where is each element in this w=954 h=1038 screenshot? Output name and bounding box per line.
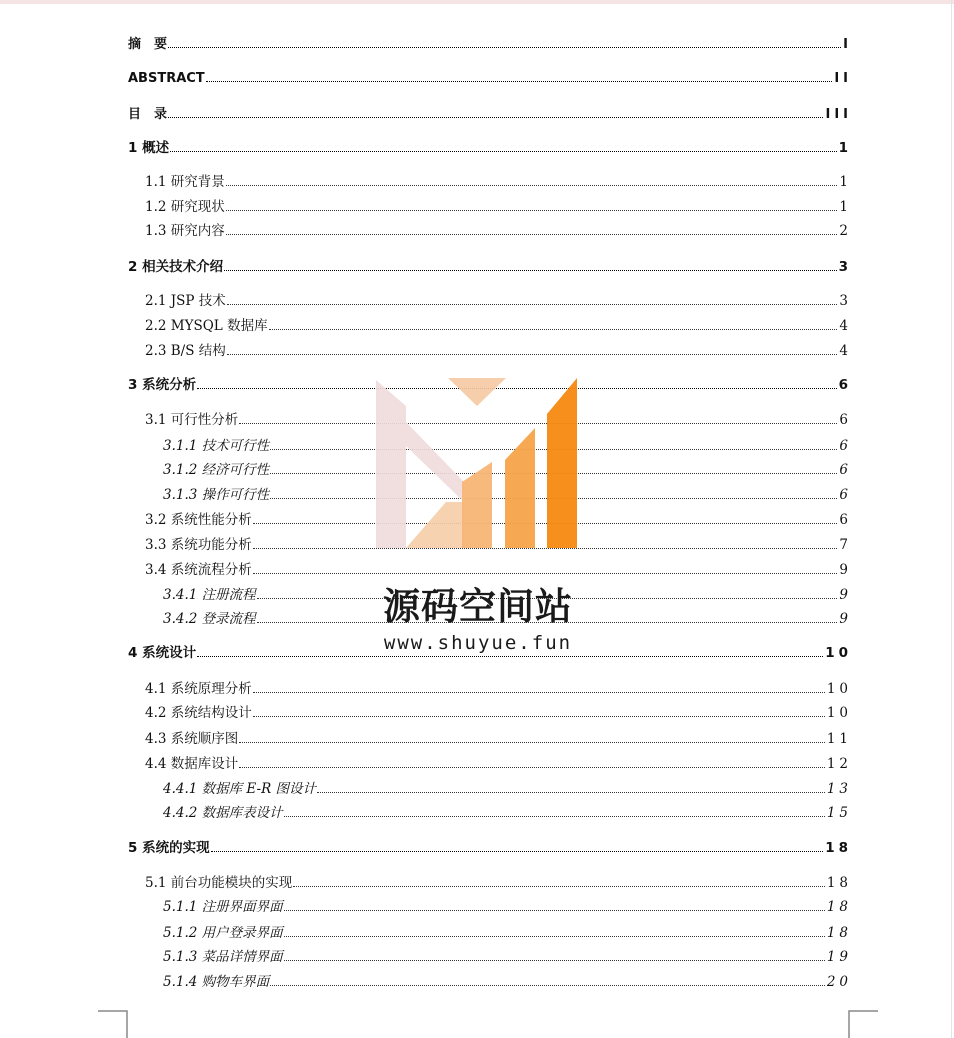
toc-entry[interactable] <box>145 531 852 553</box>
toc-page-number: 18 <box>826 899 852 915</box>
toc-entry[interactable] <box>145 217 852 239</box>
toc-entry-title: 3.1.3 操作可行性 <box>163 487 270 503</box>
toc-entry[interactable] <box>128 64 852 86</box>
watermark-url: www.shuyue.fun <box>383 632 573 654</box>
toc-entry-title: 5.1 前台功能模块的实现 <box>145 875 293 891</box>
toc-dot-leader <box>270 472 837 474</box>
toc-dot-leader <box>211 850 824 852</box>
toc-page-number: 10 <box>826 705 852 721</box>
toc-dot-leader <box>284 815 825 817</box>
toc-entry-title: 1.2 研究现状 <box>145 199 225 215</box>
toc-page-number: 7 <box>839 537 852 553</box>
toc-page-number: 6 <box>839 512 852 528</box>
toc-entry-title: 2.2 MYSQL 数据库 <box>145 318 268 334</box>
toc-entry-title: 3.1 可行性分析 <box>145 412 239 428</box>
toc-entry[interactable] <box>128 134 852 156</box>
margin-corner-mark-right <box>848 1010 878 1038</box>
toc-page-number: 6 <box>839 462 852 478</box>
toc-dot-leader <box>224 269 837 271</box>
toc-entry-title: 3.2 系统性能分析 <box>145 512 252 528</box>
toc-entry[interactable] <box>145 193 852 215</box>
toc-entry-title: 4.3 系统顺序图 <box>145 731 239 747</box>
toc-entry[interactable] <box>128 371 852 393</box>
toc-page-number: 6 <box>839 412 852 428</box>
toc-dot-leader <box>284 935 825 937</box>
toc-entry[interactable] <box>128 100 852 122</box>
toc-entry[interactable] <box>163 775 852 797</box>
toc-page-number: 4 <box>839 343 852 359</box>
toc-entry-title: 1.1 研究背景 <box>145 174 225 190</box>
toc-entry[interactable] <box>145 750 852 772</box>
toc-page-number: 20 <box>826 974 852 990</box>
toc-page-number: 11 <box>826 731 852 747</box>
watermark-title: 源码空间站 <box>383 585 573 628</box>
toc-page-number: 6 <box>839 438 852 454</box>
toc-entry[interactable] <box>145 869 852 891</box>
toc-entry-title: 5.1.4 购物车界面 <box>163 974 270 990</box>
toc-entry[interactable] <box>128 253 852 275</box>
toc-entry[interactable] <box>145 556 852 578</box>
toc-entry-title: 4.1 系统原理分析 <box>145 681 252 697</box>
toc-dot-leader <box>270 984 825 986</box>
toc-entry-title: 4.2 系统结构设计 <box>145 705 252 721</box>
toc-entry[interactable] <box>163 919 852 941</box>
toc-entry-title: 2 相关技术介绍 <box>128 259 224 275</box>
toc-page-number: 18 <box>825 840 852 856</box>
toc-entry[interactable] <box>163 481 852 503</box>
toc-entry[interactable] <box>145 725 852 747</box>
toc-dot-leader <box>284 959 825 961</box>
toc-entry-title: 摘 要 <box>128 37 168 52</box>
toc-entry[interactable] <box>163 968 852 990</box>
toc-dot-leader <box>253 522 838 524</box>
toc-entry-title: 2.1 JSP 技术 <box>145 293 226 309</box>
toc-entry-title: 3.1.1 技术可行性 <box>163 438 270 454</box>
toc-page-number: 4 <box>839 318 852 334</box>
toc-dot-leader <box>253 547 838 549</box>
toc-dot-leader <box>270 497 837 499</box>
toc-entry[interactable] <box>145 675 852 697</box>
toc-dot-leader <box>269 328 838 330</box>
toc-dot-leader <box>239 422 837 424</box>
toc-entry-title: 3 系统分析 <box>128 377 197 393</box>
toc-entry[interactable] <box>145 168 852 190</box>
margin-corner-mark-left <box>98 1010 128 1038</box>
toc-dot-leader <box>317 791 825 793</box>
toc-dot-leader <box>197 387 837 389</box>
toc-entry-title: 5 系统的实现 <box>128 840 210 856</box>
toc-page-number: 9 <box>839 562 852 578</box>
toc-page-number: 10 <box>825 645 852 661</box>
toc-entry[interactable] <box>163 432 852 454</box>
toc-entry[interactable] <box>163 943 852 965</box>
toc-dot-leader <box>253 691 825 693</box>
toc-page-number: 2 <box>839 223 852 239</box>
toc-entry-title: 1 概述 <box>128 140 170 156</box>
toc-entry[interactable] <box>145 312 852 334</box>
toc-dot-leader <box>206 80 833 82</box>
toc-entry-title: 3.4 系统流程分析 <box>145 562 252 578</box>
toc-entry-title: 1.3 研究内容 <box>145 223 225 239</box>
toc-entry[interactable] <box>163 799 852 821</box>
toc-dot-leader <box>226 184 838 186</box>
toc-dot-leader <box>197 655 823 657</box>
toc-entry[interactable] <box>128 30 852 52</box>
toc-page-number: 6 <box>838 377 852 393</box>
toc-entry-title: 5.1.1 注册界面界面 <box>163 899 283 915</box>
toc-entry-title: 2.3 B/S 结构 <box>145 343 226 359</box>
toc-page-number: 3 <box>838 259 852 275</box>
toc-dot-leader <box>168 46 841 48</box>
toc-entry-title: ABSTRACT <box>128 71 205 86</box>
toc-page-number: 15 <box>826 805 852 821</box>
toc-entry[interactable] <box>145 287 852 309</box>
toc-page-number: II <box>834 71 852 86</box>
toc-page-number: I <box>843 37 852 52</box>
toc-entry-title: 5.1.3 菜品详情界面 <box>163 949 283 965</box>
toc-page-number: 10 <box>826 681 852 697</box>
toc-page-number: 12 <box>826 756 852 772</box>
toc-page-number: 18 <box>826 875 852 891</box>
toc-entry[interactable] <box>145 406 852 428</box>
toc-page-number: III <box>825 107 852 122</box>
toc-dot-leader <box>168 116 823 118</box>
toc-entry[interactable] <box>128 834 852 856</box>
toc-dot-leader <box>170 150 837 152</box>
toc-page-number: 6 <box>839 487 852 503</box>
toc-page-number: 1 <box>839 199 852 215</box>
toc-page-number: 3 <box>839 293 852 309</box>
toc-dot-leader <box>226 233 838 235</box>
toc-entry-title: 3.1.2 经济可行性 <box>163 462 270 478</box>
toc-entry-title: 目 录 <box>128 107 168 122</box>
toc-page-number: 1 <box>838 140 852 156</box>
toc-dot-leader <box>227 303 838 305</box>
toc-dot-leader <box>227 353 838 355</box>
toc-entry-title: 4.4.2 数据库表设计 <box>163 805 283 821</box>
toc-entry[interactable] <box>163 893 852 915</box>
toc-dot-leader <box>239 766 825 768</box>
toc-page-number: 19 <box>826 949 852 965</box>
toc-dot-leader <box>226 209 838 211</box>
toc-entry[interactable] <box>163 456 852 478</box>
toc-dot-leader <box>239 741 825 743</box>
toc-page-number: 13 <box>826 781 852 797</box>
toc-page-number: 9 <box>839 587 852 603</box>
toc-entry-title: 4.4.1 数据库 E-R 图设计 <box>163 781 317 797</box>
toc-dot-leader <box>284 909 825 911</box>
toc-entry-title: 3.4.2 登录流程 <box>163 611 256 627</box>
toc-dot-leader <box>270 448 837 450</box>
toc-entry-title: 4.4 数据库设计 <box>145 756 239 772</box>
toc-entry-title: 3.4.1 注册流程 <box>163 587 256 603</box>
toc-entry-title: 5.1.2 用户登录界面 <box>163 925 283 941</box>
toc-entry-title: 4 系统设计 <box>128 645 197 661</box>
toc-dot-leader <box>253 572 838 574</box>
toc-dot-leader <box>253 715 825 717</box>
toc-page-number: 9 <box>839 611 852 627</box>
toc-dot-leader <box>293 885 825 887</box>
toc-entry[interactable] <box>145 699 852 721</box>
toc-page-number: 18 <box>826 925 852 941</box>
toc-entry[interactable] <box>145 337 852 359</box>
toc-entry-title: 3.3 系统功能分析 <box>145 537 252 553</box>
toc-page-number: 1 <box>839 174 852 190</box>
toc-entry[interactable] <box>145 506 852 528</box>
